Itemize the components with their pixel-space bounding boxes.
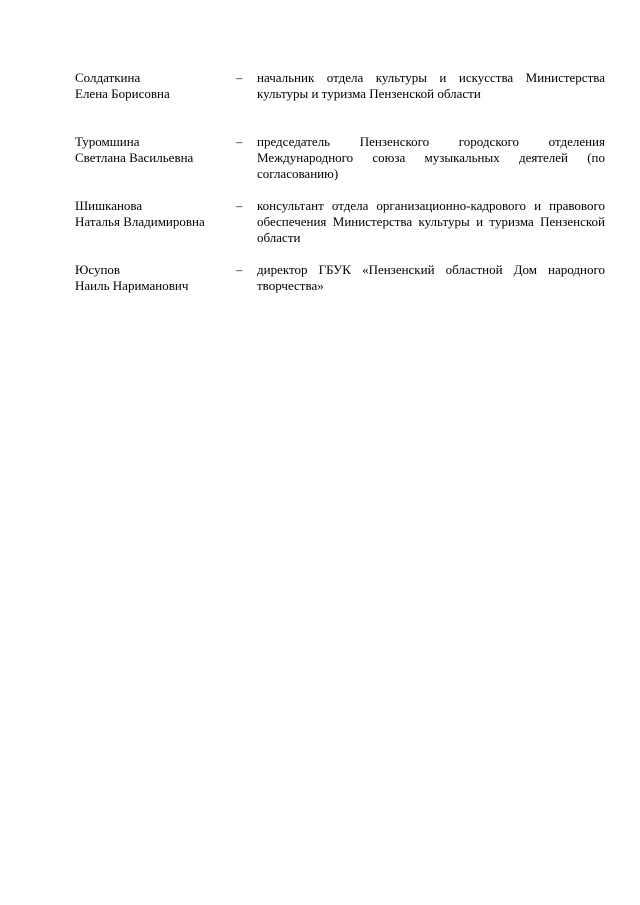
member-given-names: Наталья Владимировна [75, 214, 205, 229]
member-given-names: Светлана Васильевна [75, 150, 194, 165]
member-name [75, 70, 235, 102]
member-surname: Шишканова [75, 198, 143, 213]
member-surname: Солдаткина [75, 70, 141, 85]
separator-dash: – [236, 70, 243, 85]
member-name [75, 134, 235, 166]
separator-dash: – [236, 134, 243, 149]
member-name [75, 198, 235, 230]
member-role: председатель Пензенского городского отделения Международного союза музыкальных деятелей (по согласованию) [257, 134, 605, 181]
member-given-names: Наиль Нариманович [75, 278, 189, 293]
member-name [75, 262, 235, 294]
member-surname: Юсупов [75, 262, 121, 277]
member-role: директор ГБУК «Пензенский областной Дом народного творчества» [257, 262, 605, 293]
member-surname: Туромшина [75, 134, 140, 149]
separator-dash: – [236, 262, 243, 277]
member-given-names: Елена Борисовна [75, 86, 170, 101]
separator-dash: – [236, 198, 243, 213]
member-role: консультант отдела организационно-кадрового и правового обеспечения Министерства культуры и туризма Пензенской области [257, 198, 605, 245]
member-role: начальник отдела культуры и искусства Министерства культуры и туризма Пензенской области [257, 70, 605, 101]
